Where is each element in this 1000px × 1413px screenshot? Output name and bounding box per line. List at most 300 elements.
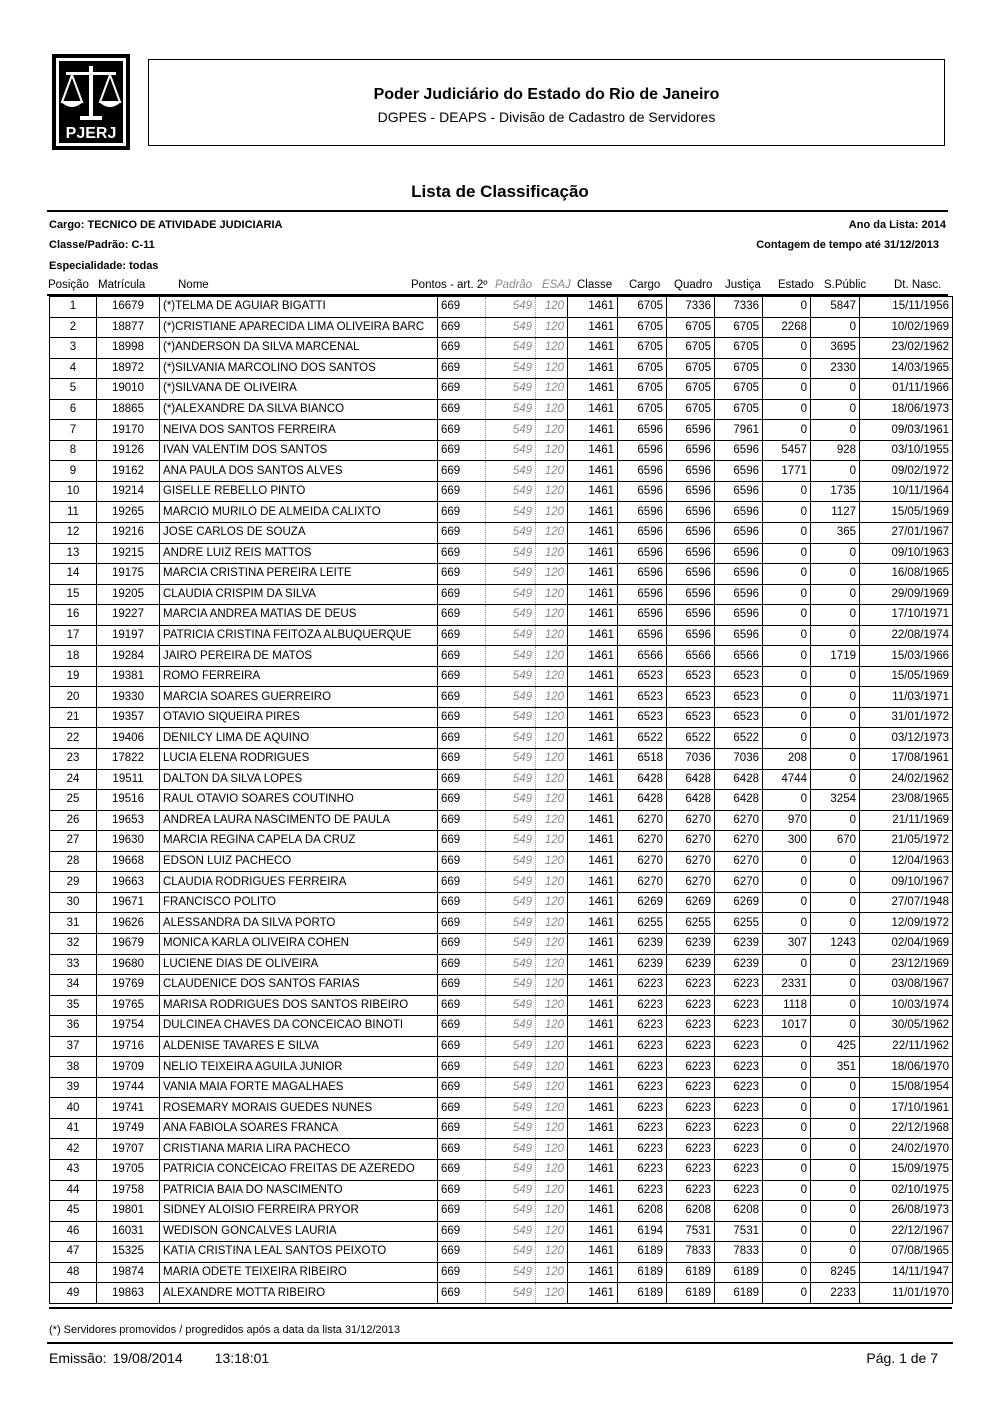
cell-posicao: 32 bbox=[50, 933, 97, 954]
cell-padrao: 549 bbox=[486, 1139, 536, 1160]
cell-quadro: 6223 bbox=[667, 975, 715, 996]
cell-estado: 208 bbox=[763, 749, 811, 770]
cell-posicao: 42 bbox=[50, 1139, 97, 1160]
especialidade-label: Especialidade: todas bbox=[49, 260, 159, 272]
cell-pontos: 669 bbox=[438, 1221, 486, 1242]
cell-nome: MARCIO MURILO DE ALMEIDA CALIXTO bbox=[160, 502, 438, 523]
cell-cargo: 6596 bbox=[618, 564, 667, 585]
cell-pontos: 669 bbox=[438, 933, 486, 954]
cell-posicao: 26 bbox=[50, 810, 97, 831]
cell-pontos: 669 bbox=[438, 954, 486, 975]
table-row bbox=[50, 1159, 953, 1180]
cell-estado: 0 bbox=[763, 1221, 811, 1242]
cell-nome: (*)CRISTIANE APARECIDA LIMA OLIVEIRA BARC bbox=[160, 317, 438, 338]
table-row bbox=[50, 399, 953, 420]
cell-classe: 1461 bbox=[568, 338, 618, 359]
cell-nome: ALEXANDRE MOTTA RIBEIRO bbox=[160, 1283, 438, 1304]
cell-estado: 0 bbox=[763, 399, 811, 420]
cell-padrao: 549 bbox=[486, 502, 536, 523]
cell-justica: 6223 bbox=[715, 1180, 763, 1201]
cell-classe: 1461 bbox=[568, 1036, 618, 1057]
cell-quadro: 6596 bbox=[667, 481, 715, 502]
cell-esaj: 120 bbox=[536, 1221, 568, 1242]
cell-justica: 6189 bbox=[715, 1262, 763, 1283]
cell-classe: 1461 bbox=[568, 1077, 618, 1098]
cell-posicao: 20 bbox=[50, 687, 97, 708]
cell-quadro: 6428 bbox=[667, 769, 715, 790]
cell-matricula: 19516 bbox=[97, 790, 160, 811]
cell-nome: DALTON DA SILVA LOPES bbox=[160, 769, 438, 790]
cell-classe: 1461 bbox=[568, 872, 618, 893]
cell-esaj: 120 bbox=[536, 831, 568, 852]
cell-justica: 6223 bbox=[715, 1139, 763, 1160]
cell-pontos: 669 bbox=[438, 892, 486, 913]
cell-cargo: 6518 bbox=[618, 749, 667, 770]
cell-estado: 0 bbox=[763, 851, 811, 872]
cell-nasc: 29/09/1969 bbox=[860, 584, 953, 605]
cell-estado: 0 bbox=[763, 1098, 811, 1119]
cell-nasc: 30/05/1962 bbox=[860, 1016, 953, 1037]
cell-quadro: 6223 bbox=[667, 1036, 715, 1057]
cell-cargo: 6189 bbox=[618, 1283, 667, 1304]
cell-classe: 1461 bbox=[568, 1283, 618, 1304]
table-row bbox=[50, 851, 953, 872]
cell-nasc: 23/02/1962 bbox=[860, 338, 953, 359]
cell-matricula: 18998 bbox=[97, 338, 160, 359]
cell-posicao: 8 bbox=[50, 440, 97, 461]
cell-cargo: 6596 bbox=[618, 461, 667, 482]
cell-classe: 1461 bbox=[568, 481, 618, 502]
cell-nome: ALESSANDRA DA SILVA PORTO bbox=[160, 913, 438, 934]
cell-spublic: 0 bbox=[811, 975, 860, 996]
cell-matricula: 19227 bbox=[97, 605, 160, 626]
cell-cargo: 6428 bbox=[618, 769, 667, 790]
cell-pontos: 669 bbox=[438, 707, 486, 728]
cell-esaj: 120 bbox=[536, 1262, 568, 1283]
cell-esaj: 120 bbox=[536, 810, 568, 831]
table-row bbox=[50, 461, 953, 482]
cell-quadro: 6270 bbox=[667, 851, 715, 872]
cell-matricula: 19749 bbox=[97, 1118, 160, 1139]
cell-pontos: 669 bbox=[438, 1201, 486, 1222]
cell-justica: 6223 bbox=[715, 1159, 763, 1180]
cell-padrao: 549 bbox=[486, 954, 536, 975]
cell-justica: 6223 bbox=[715, 1118, 763, 1139]
cell-padrao: 549 bbox=[486, 1201, 536, 1222]
cell-classe: 1461 bbox=[568, 892, 618, 913]
cell-estado: 1017 bbox=[763, 1016, 811, 1037]
cell-classe: 1461 bbox=[568, 420, 618, 441]
cell-esaj: 120 bbox=[536, 523, 568, 544]
cell-padrao: 549 bbox=[486, 975, 536, 996]
cell-nome: LUCIENE DIAS DE OLIVEIRA bbox=[160, 954, 438, 975]
cell-estado: 0 bbox=[763, 1057, 811, 1078]
cell-quadro: 6223 bbox=[667, 1118, 715, 1139]
cell-quadro: 6523 bbox=[667, 707, 715, 728]
cell-pontos: 669 bbox=[438, 769, 486, 790]
cell-spublic: 8245 bbox=[811, 1262, 860, 1283]
cell-estado: 0 bbox=[763, 1159, 811, 1180]
cell-posicao: 4 bbox=[50, 358, 97, 379]
cell-posicao: 33 bbox=[50, 954, 97, 975]
cell-spublic: 0 bbox=[811, 1221, 860, 1242]
cell-classe: 1461 bbox=[568, 933, 618, 954]
cell-cargo: 6239 bbox=[618, 954, 667, 975]
cell-spublic: 425 bbox=[811, 1036, 860, 1057]
cell-padrao: 549 bbox=[486, 1016, 536, 1037]
cell-justica: 6255 bbox=[715, 913, 763, 934]
cell-padrao: 549 bbox=[486, 461, 536, 482]
cell-justica: 6239 bbox=[715, 933, 763, 954]
cell-classe: 1461 bbox=[568, 790, 618, 811]
cell-nome: (*)TELMA DE AGUIAR BIGATTI bbox=[160, 297, 438, 318]
cell-matricula: 19214 bbox=[97, 481, 160, 502]
cell-nasc: 22/11/1962 bbox=[860, 1036, 953, 1057]
cell-nome: RAUL OTAVIO SOARES COUTINHO bbox=[160, 790, 438, 811]
cell-pontos: 669 bbox=[438, 646, 486, 667]
cell-esaj: 120 bbox=[536, 872, 568, 893]
cell-matricula: 19716 bbox=[97, 1036, 160, 1057]
cell-nasc: 10/11/1964 bbox=[860, 481, 953, 502]
cell-esaj: 120 bbox=[536, 666, 568, 687]
cell-pontos: 669 bbox=[438, 749, 486, 770]
cell-nome: (*)SILVANIA MARCOLINO DOS SANTOS bbox=[160, 358, 438, 379]
cell-quadro: 6270 bbox=[667, 872, 715, 893]
cell-matricula: 19754 bbox=[97, 1016, 160, 1037]
cell-nome: ANA PAULA DOS SANTOS ALVES bbox=[160, 461, 438, 482]
cell-pontos: 669 bbox=[438, 338, 486, 359]
cell-justica: 6239 bbox=[715, 954, 763, 975]
cell-esaj: 120 bbox=[536, 420, 568, 441]
cell-matricula: 19511 bbox=[97, 769, 160, 790]
cell-padrao: 549 bbox=[486, 872, 536, 893]
cell-classe: 1461 bbox=[568, 810, 618, 831]
cell-estado: 0 bbox=[763, 523, 811, 544]
cell-estado: 0 bbox=[763, 790, 811, 811]
cell-estado: 5457 bbox=[763, 440, 811, 461]
cell-cargo: 6239 bbox=[618, 933, 667, 954]
cell-posicao: 13 bbox=[50, 543, 97, 564]
cell-posicao: 17 bbox=[50, 625, 97, 646]
cell-quadro: 6223 bbox=[667, 1180, 715, 1201]
cell-estado: 0 bbox=[763, 338, 811, 359]
col-pontos: Pontos - art. 2º bbox=[411, 279, 488, 291]
cell-justica: 7531 bbox=[715, 1221, 763, 1242]
table-row bbox=[50, 1036, 953, 1057]
cell-nome: IVAN VALENTIM DOS SANTOS bbox=[160, 440, 438, 461]
cell-pontos: 669 bbox=[438, 975, 486, 996]
cell-spublic: 1243 bbox=[811, 933, 860, 954]
cell-matricula: 19357 bbox=[97, 707, 160, 728]
cell-justica: 6270 bbox=[715, 851, 763, 872]
cell-classe: 1461 bbox=[568, 543, 618, 564]
cell-nasc: 22/12/1968 bbox=[860, 1118, 953, 1139]
cell-pontos: 669 bbox=[438, 584, 486, 605]
cell-pontos: 669 bbox=[438, 625, 486, 646]
cell-classe: 1461 bbox=[568, 379, 618, 400]
cell-nasc: 27/07/1948 bbox=[860, 892, 953, 913]
cell-quadro: 6596 bbox=[667, 543, 715, 564]
cell-pontos: 669 bbox=[438, 728, 486, 749]
cell-matricula: 16679 bbox=[97, 297, 160, 318]
cell-classe: 1461 bbox=[568, 954, 618, 975]
cell-esaj: 120 bbox=[536, 728, 568, 749]
cell-cargo: 6223 bbox=[618, 1057, 667, 1078]
cell-padrao: 549 bbox=[486, 790, 536, 811]
cell-cargo: 6523 bbox=[618, 687, 667, 708]
cell-cargo: 6596 bbox=[618, 543, 667, 564]
table-row bbox=[50, 975, 953, 996]
table-row bbox=[50, 995, 953, 1016]
cell-classe: 1461 bbox=[568, 1118, 618, 1139]
emission-info bbox=[49, 1350, 287, 1366]
cell-esaj: 120 bbox=[536, 502, 568, 523]
cell-matricula: 19630 bbox=[97, 831, 160, 852]
footer-divider bbox=[47, 1342, 953, 1344]
cell-cargo: 6523 bbox=[618, 666, 667, 687]
cell-esaj: 120 bbox=[536, 892, 568, 913]
cell-nome: CLAUDENICE DOS SANTOS FARIAS bbox=[160, 975, 438, 996]
cell-posicao: 44 bbox=[50, 1180, 97, 1201]
cell-matricula: 19626 bbox=[97, 913, 160, 934]
table-row bbox=[50, 769, 953, 790]
cell-pontos: 669 bbox=[438, 523, 486, 544]
cell-pontos: 669 bbox=[438, 461, 486, 482]
cell-pontos: 669 bbox=[438, 564, 486, 585]
cell-posicao: 30 bbox=[50, 892, 97, 913]
cell-spublic: 1735 bbox=[811, 481, 860, 502]
cell-quadro: 7036 bbox=[667, 749, 715, 770]
cell-quadro: 6596 bbox=[667, 625, 715, 646]
cell-padrao: 549 bbox=[486, 995, 536, 1016]
cell-padrao: 549 bbox=[486, 605, 536, 626]
cell-cargo: 6269 bbox=[618, 892, 667, 913]
cell-estado: 0 bbox=[763, 1283, 811, 1304]
cell-padrao: 549 bbox=[486, 646, 536, 667]
cell-nasc: 21/05/1972 bbox=[860, 831, 953, 852]
table-row bbox=[50, 1077, 953, 1098]
cell-spublic: 0 bbox=[811, 461, 860, 482]
cell-nome: PATRICIA CONCEICAO FREITAS DE AZEREDO bbox=[160, 1159, 438, 1180]
cell-posicao: 10 bbox=[50, 481, 97, 502]
cell-justica: 6596 bbox=[715, 625, 763, 646]
cell-nasc: 09/03/1961 bbox=[860, 420, 953, 441]
cell-quadro: 7336 bbox=[667, 297, 715, 318]
cell-matricula: 18865 bbox=[97, 399, 160, 420]
cell-spublic: 0 bbox=[811, 1016, 860, 1037]
cell-matricula: 18972 bbox=[97, 358, 160, 379]
cell-estado: 0 bbox=[763, 1036, 811, 1057]
cell-quadro: 6239 bbox=[667, 933, 715, 954]
cell-nome: PATRICIA BAIA DO NASCIMENTO bbox=[160, 1180, 438, 1201]
cell-quadro: 6189 bbox=[667, 1283, 715, 1304]
cell-matricula: 19705 bbox=[97, 1159, 160, 1180]
table-row bbox=[50, 1262, 953, 1283]
cell-classe: 1461 bbox=[568, 1057, 618, 1078]
table-row bbox=[50, 584, 953, 605]
cell-spublic: 0 bbox=[811, 584, 860, 605]
cell-padrao: 549 bbox=[486, 1242, 536, 1263]
cell-justica: 6705 bbox=[715, 338, 763, 359]
cell-posicao: 47 bbox=[50, 1242, 97, 1263]
cell-spublic: 365 bbox=[811, 523, 860, 544]
cell-matricula: 19758 bbox=[97, 1180, 160, 1201]
cell-nasc: 03/08/1967 bbox=[860, 975, 953, 996]
cell-cargo: 6596 bbox=[618, 625, 667, 646]
cell-nome: JOSE CARLOS DE SOUZA bbox=[160, 523, 438, 544]
cell-quadro: 6596 bbox=[667, 461, 715, 482]
cell-spublic: 0 bbox=[811, 1139, 860, 1160]
svg-text:PJERJ: PJERJ bbox=[65, 125, 117, 142]
cell-estado: 0 bbox=[763, 297, 811, 318]
cell-padrao: 549 bbox=[486, 851, 536, 872]
cell-cargo: 6566 bbox=[618, 646, 667, 667]
cell-justica: 6270 bbox=[715, 810, 763, 831]
cell-esaj: 120 bbox=[536, 297, 568, 318]
cell-classe: 1461 bbox=[568, 399, 618, 420]
cell-pontos: 669 bbox=[438, 1159, 486, 1180]
cell-justica: 6223 bbox=[715, 975, 763, 996]
cell-cargo: 6596 bbox=[618, 481, 667, 502]
cell-pontos: 669 bbox=[438, 379, 486, 400]
cell-justica: 6705 bbox=[715, 399, 763, 420]
cell-padrao: 549 bbox=[486, 625, 536, 646]
cell-posicao: 21 bbox=[50, 707, 97, 728]
cell-spublic: 0 bbox=[811, 1242, 860, 1263]
cell-classe: 1461 bbox=[568, 1159, 618, 1180]
cell-cargo: 6223 bbox=[618, 1159, 667, 1180]
cell-esaj: 120 bbox=[536, 995, 568, 1016]
cell-padrao: 549 bbox=[486, 1180, 536, 1201]
cell-pontos: 669 bbox=[438, 851, 486, 872]
cell-padrao: 549 bbox=[486, 933, 536, 954]
cell-spublic: 0 bbox=[811, 749, 860, 770]
cell-classe: 1461 bbox=[568, 297, 618, 318]
cell-nasc: 10/03/1974 bbox=[860, 995, 953, 1016]
cell-justica: 6596 bbox=[715, 605, 763, 626]
cell-nome: ANA FABIOLA SOARES FRANCA bbox=[160, 1118, 438, 1139]
cell-estado: 0 bbox=[763, 379, 811, 400]
cell-nome: (*)ANDERSON DA SILVA MARCENAL bbox=[160, 338, 438, 359]
table-row bbox=[50, 338, 953, 359]
table-bottom-line bbox=[49, 1307, 952, 1309]
cell-nasc: 26/08/1973 bbox=[860, 1201, 953, 1222]
cell-nasc: 15/05/1969 bbox=[860, 666, 953, 687]
cell-spublic: 0 bbox=[811, 317, 860, 338]
cell-spublic: 0 bbox=[811, 564, 860, 585]
cell-nome: MARCIA CRISTINA PEREIRA LEITE bbox=[160, 564, 438, 585]
cell-posicao: 40 bbox=[50, 1098, 97, 1119]
table-row bbox=[50, 810, 953, 831]
cell-quadro: 6269 bbox=[667, 892, 715, 913]
cell-justica: 6705 bbox=[715, 379, 763, 400]
cell-posicao: 2 bbox=[50, 317, 97, 338]
cell-estado: 0 bbox=[763, 666, 811, 687]
table-row bbox=[50, 1242, 953, 1263]
cell-nasc: 31/01/1972 bbox=[860, 707, 953, 728]
cell-esaj: 120 bbox=[536, 687, 568, 708]
cell-nasc: 01/11/1966 bbox=[860, 379, 953, 400]
cell-nome: CRISTIANA MARIA LIRA PACHECO bbox=[160, 1139, 438, 1160]
cell-classe: 1461 bbox=[568, 1139, 618, 1160]
cell-cargo: 6522 bbox=[618, 728, 667, 749]
cell-pontos: 669 bbox=[438, 358, 486, 379]
cell-nasc: 24/02/1970 bbox=[860, 1139, 953, 1160]
cell-matricula: 19284 bbox=[97, 646, 160, 667]
table-row bbox=[50, 1016, 953, 1037]
cell-spublic: 0 bbox=[811, 1180, 860, 1201]
cell-justica: 6596 bbox=[715, 564, 763, 585]
cell-cargo: 6705 bbox=[618, 297, 667, 318]
page-number: Pág. 1 de 7 bbox=[866, 1350, 938, 1366]
cell-nasc: 02/10/1975 bbox=[860, 1180, 953, 1201]
cell-estado: 0 bbox=[763, 913, 811, 934]
table-row bbox=[50, 1098, 953, 1119]
cell-spublic: 1127 bbox=[811, 502, 860, 523]
cell-cargo: 6596 bbox=[618, 605, 667, 626]
col-nome: Nome bbox=[178, 279, 209, 291]
cell-esaj: 120 bbox=[536, 1057, 568, 1078]
cell-spublic: 2330 bbox=[811, 358, 860, 379]
cell-nasc: 17/08/1961 bbox=[860, 749, 953, 770]
cell-posicao: 23 bbox=[50, 749, 97, 770]
table-row bbox=[50, 646, 953, 667]
cell-posicao: 48 bbox=[50, 1262, 97, 1283]
cell-posicao: 24 bbox=[50, 769, 97, 790]
cell-nasc: 09/02/1972 bbox=[860, 461, 953, 482]
cell-pontos: 669 bbox=[438, 502, 486, 523]
cell-spublic: 0 bbox=[811, 625, 860, 646]
cell-spublic: 0 bbox=[811, 1118, 860, 1139]
cell-justica: 6566 bbox=[715, 646, 763, 667]
cell-esaj: 120 bbox=[536, 543, 568, 564]
cell-pontos: 669 bbox=[438, 1283, 486, 1304]
cell-nome: JAIRO PEREIRA DE MATOS bbox=[160, 646, 438, 667]
cell-estado: 0 bbox=[763, 605, 811, 626]
cell-posicao: 22 bbox=[50, 728, 97, 749]
cell-classe: 1461 bbox=[568, 1201, 618, 1222]
cell-cargo: 6189 bbox=[618, 1262, 667, 1283]
cell-esaj: 120 bbox=[536, 481, 568, 502]
cell-nasc: 17/10/1971 bbox=[860, 605, 953, 626]
contagem-label: Contagem de tempo até 31/12/2013 bbox=[756, 239, 939, 251]
table-row bbox=[50, 1180, 953, 1201]
cell-justica: 6270 bbox=[715, 872, 763, 893]
cell-matricula: 19769 bbox=[97, 975, 160, 996]
cell-quadro: 6596 bbox=[667, 605, 715, 626]
cell-posicao: 5 bbox=[50, 379, 97, 400]
cell-quadro: 6223 bbox=[667, 995, 715, 1016]
cell-classe: 1461 bbox=[568, 1262, 618, 1283]
cell-estado: 1118 bbox=[763, 995, 811, 1016]
cell-spublic: 1719 bbox=[811, 646, 860, 667]
table-row bbox=[50, 1139, 953, 1160]
cell-cargo: 6194 bbox=[618, 1221, 667, 1242]
cell-posicao: 3 bbox=[50, 338, 97, 359]
cell-estado: 0 bbox=[763, 420, 811, 441]
col-matricula: Matrícula bbox=[98, 279, 146, 291]
cell-matricula: 19653 bbox=[97, 810, 160, 831]
cell-nome: ANDRE LUIZ REIS MATTOS bbox=[160, 543, 438, 564]
cell-padrao: 549 bbox=[486, 481, 536, 502]
cell-justica: 6208 bbox=[715, 1201, 763, 1222]
cell-justica: 6523 bbox=[715, 707, 763, 728]
cell-esaj: 120 bbox=[536, 1242, 568, 1263]
cell-pontos: 669 bbox=[438, 1057, 486, 1078]
cell-spublic: 0 bbox=[811, 707, 860, 728]
cell-spublic: 0 bbox=[811, 913, 860, 934]
cell-nasc: 10/02/1969 bbox=[860, 317, 953, 338]
